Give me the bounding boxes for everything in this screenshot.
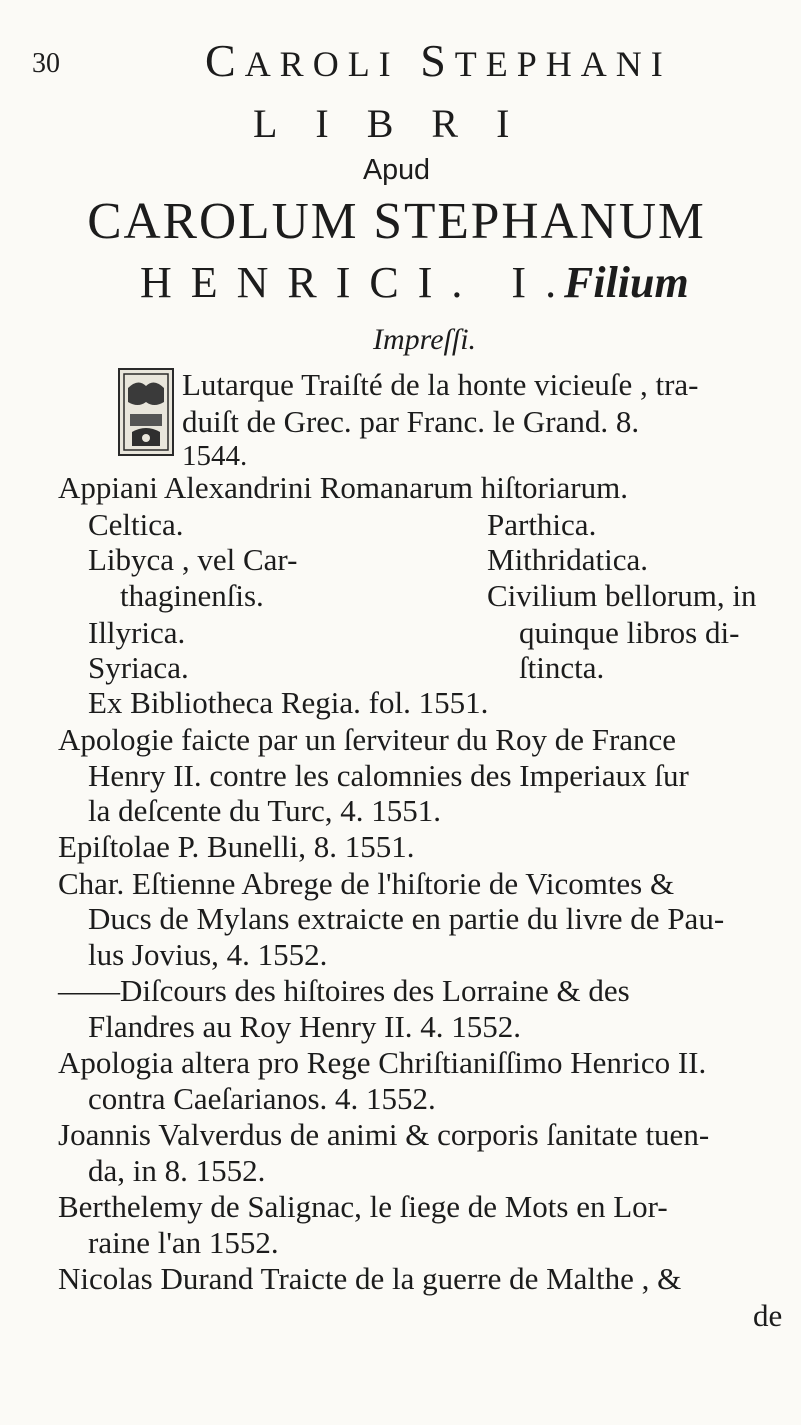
col-right-2: Mithridatica. [487,542,648,577]
entry-nicolas-line-1: Nicolas Durand Traicte de la guerre de Malthe , & [58,1261,682,1296]
entry-apologia-line-2: contra Caeſarianos. 4. 1552. [88,1081,436,1116]
heading-printer-name: CAROLUM STEPHANUM [87,193,706,250]
entry-bibliotheca: Ex Bibliotheca Regia. fol. 1551. [88,685,489,720]
entry-lutarque-line-2: duiſt de Grec. par Franc. le Grand. 8. [182,404,640,439]
entry-char-line-1: Char. Eſtienne Abrege de l'hiſtorie de Vicomtes & [58,866,675,901]
heading-apud: Apud [362,154,431,186]
col-left-1: Celtica. [88,507,184,542]
running-title-initial-2: S [399,35,455,86]
col-right-5: ſtincta. [519,650,605,685]
running-title-rest-1: AROLI [244,44,400,84]
entry-apologia-line-1: Apologia altera pro Rege Chriſtianiſſimo Henrico II. [58,1045,707,1080]
entry-lutarque-line-1: Lutarque Traiſté de la honte vicieuſe , tra- [182,367,699,402]
running-title-initial: C [205,35,245,86]
entry-apologie-line-3: la deſcente du Turc, 4. 1551. [88,793,442,828]
col-left-3: thaginenſis. [120,578,264,613]
col-left-5: Syriaca. [88,650,189,685]
running-title-rest-2: TEPHANI [454,44,672,84]
heading-impressi: Impreſſi. [373,323,477,356]
entry-joannis-line-1: Joannis Valverdus de animi & corporis ſanitate tuen- [58,1117,710,1152]
heading-henrici: HENRICI. I. [140,258,576,307]
heading-filium: Filium [564,258,689,307]
col-left-2: Libyca , vel Car- [88,542,298,577]
entry-char-line-2: Ducs de Mylans extraicte en partie du livre de Pau- [88,901,725,936]
entry-apologie-line-2: Henry II. contre les calomnies des Imperiaux ſur [88,758,689,793]
col-right-3: Civilium bellorum, in [487,578,757,613]
entry-char-line-3: lus Jovius, 4. 1552. [88,937,328,972]
printers-mark-icon [118,368,174,456]
entry-appiani: Appiani Alexandrini Romanarum hiſtoriarum. [58,470,628,505]
entry-discours-line-1: ——Diſcours des hiſtoires des Lorraine & des [58,973,630,1008]
section-heading-libri: LIBRI [253,101,548,146]
entry-discours-line-2: Flandres au Roy Henry II. 4. 1552. [88,1009,522,1044]
entry-apologie-line-1: Apologie faicte par un ſerviteur du Roy de France [58,722,677,757]
entry-epistolae: Epiſtolae P. Bunelli, 8. 1551. [58,829,415,864]
entry-lutarque-line-3: 1544. [182,440,248,472]
page-number: 30 [32,48,60,79]
entry-nicolas-line-2: de [753,1298,783,1333]
col-right-4: quinque libros di- [519,615,740,650]
col-right-1: Parthica. [487,507,597,542]
entry-berthelemy-line-1: Berthelemy de Salignac, le ſiege de Mots en Lor- [58,1189,668,1224]
entry-joannis-line-2: da, in 8. 1552. [88,1153,266,1188]
entry-berthelemy-line-2: raine l'an 1552. [88,1225,279,1260]
col-left-4: Illyrica. [88,615,186,650]
running-title [205,35,672,86]
